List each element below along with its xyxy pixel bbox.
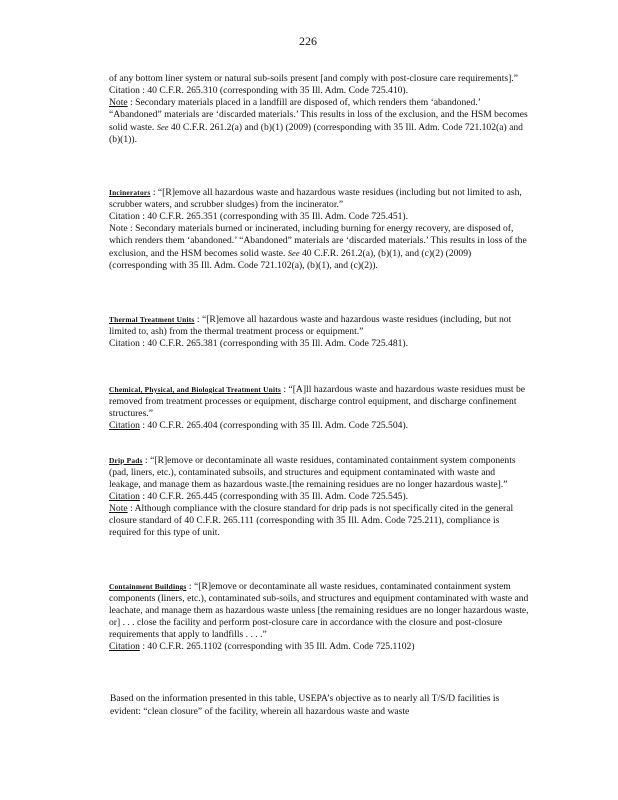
thermal-body: : “[R]emove all hazardous waste and hazardous waste residues (including, but not limited to, ash) from the thermal treatment process or equipment.”: [109, 314, 512, 337]
incinerators-note-tail: 40 C.F.R. 261.2(a), (b)(1), and (c)(2) (2009) (corresponding with 35 Ill. Adm. Code 721.102(a), (b)(1), and (c)(2)).: [109, 248, 472, 271]
landfill-citation: Citation : 40 C.F.R. 265.310 (corresponding with 35 Ill. Adm. Code 725.410).: [109, 85, 409, 96]
containment-block: [109, 581, 529, 653]
drip-citation-text: : 40 C.F.R. 265.445 (corresponding with 35 Ill. Adm. Code 725.545).: [142, 491, 409, 502]
drip-note-text: : Although compliance with the closure standard for drip pads is not specifically cited in the general closure standard of 40 C.F.R. 265.111 (corresponding with 35 Ill. Adm. Code 725.211), compliance is required for this type of unit.: [109, 503, 514, 538]
containment-text: [109, 581, 529, 641]
incinerators-see: See: [287, 248, 300, 258]
containment-body: : “[R]emove or decontaminate all waste residues, contaminated containment system components (liners, etc.), contaminated sub-soils, and structures and equipment contaminated with waste and leachate, and manage them as hazardous waste unless [the remaining residues are no longer hazardous waste, or] . . . close the facility and perform post-closure care in accordance with the closure and post-closure requirements that apply to landfills . . . .”: [109, 581, 529, 640]
drip-citation-label: Citation: [109, 491, 140, 502]
containment-heading: Containment Buildings: [109, 582, 187, 591]
drip-note-label: Note: [109, 503, 128, 514]
thermal-heading: Thermal Treatment Units: [109, 315, 195, 324]
page-number: 226: [299, 34, 317, 48]
landfill-block: [109, 73, 529, 146]
drip-body: : “[R]emove or decontaminate all waste residues, contaminated containment system components (pad, liners, etc.), contaminated subsoils, and structures and equipment contaminated with waste and leakage, and manage them as hazardous waste.[the remaining residues are no longer hazardous waste].”: [109, 455, 516, 490]
landfill-note-tail: 40 C.F.R. 261.2(a) and (b)(1) (2009) (corresponding with 35 Ill. Adm. Code 721.102(a) and (b)(1)).: [109, 122, 523, 145]
drip-block: [109, 455, 529, 539]
conclusion-paragraph: [74, 692, 530, 718]
chemical-citation: [109, 420, 529, 432]
chemical-block: [109, 384, 529, 432]
incinerators-heading: Incinerators: [109, 188, 151, 197]
landfill-text: of any bottom liner system or natural sub-soils present [and comply with post-closure care requirements].”: [109, 73, 518, 84]
thermal-text: [109, 314, 529, 338]
landfill-note-label: Note: [109, 97, 128, 108]
chemical-citation-label: Citation: [109, 420, 140, 431]
drip-citation: [109, 491, 529, 503]
containment-citation: [109, 641, 529, 653]
thermal-block: [109, 314, 529, 350]
incinerators-body: : “[R]emove all hazardous waste and hazardous waste residues (including but not limited to ash, scrubber waters, and scrubber sludges) from the incinerator.”: [109, 187, 522, 210]
incinerators-block: [109, 187, 529, 272]
thermal-citation: Citation : 40 C.F.R. 265.381 (corresponding with 35 Ill. Adm. Code 725.481).: [109, 338, 409, 349]
containment-citation-label: Citation: [109, 641, 140, 652]
incinerators-note-text: Note : Secondary materials burned or incinerated, including burning for energy recovery, are disposed of, which renders them ‘abandoned.’ “Abandoned” materials are ‘discarded materials.’ This results in loss of the exclusion, and the HSM becomes solid waste.: [109, 223, 527, 259]
incinerators-text: [109, 187, 529, 211]
drip-text: [109, 455, 529, 491]
incinerators-note: [109, 223, 529, 272]
chemical-citation-text: : 40 C.F.R. 265.404 (corresponding with 35 Ill. Adm. Code 725.504).: [142, 420, 409, 431]
landfill-note: [109, 97, 529, 146]
landfill-note-text: : Secondary materials placed in a landfill are disposed of, which renders them ‘abandoned.’ “Abandoned” materials are ‘discarded materials.’ This results in loss of the exclusion, and the HSM becomes solid waste.: [109, 97, 528, 133]
chemical-text: [109, 384, 529, 420]
drip-note: [109, 503, 529, 539]
incinerators-citation: Citation : 40 C.F.R. 265.351 (corresponding with 35 Ill. Adm. Code 725.451).: [109, 211, 409, 222]
chemical-body: : “[A]ll hazardous waste and hazardous waste residues must be removed from treatment processes or equipment, discharge control equipment, and discharge confinement structures.”: [109, 384, 526, 419]
chemical-heading: Chemical, Physical, and Biological Treatment Units: [109, 385, 281, 394]
containment-citation-text: : 40 C.F.R. 265.1102 (corresponding with 35 Ill. Adm. Code 725.1102): [142, 641, 415, 652]
landfill-see: See: [156, 122, 169, 132]
conclusion-text: Based on the information presented in this table, USEPA’s objective as to nearly all T/S/D facilities is evident: “clean closure” of the facility, wherein all hazardous waste and waste: [110, 693, 500, 717]
drip-heading: Drip Pads: [109, 456, 143, 465]
